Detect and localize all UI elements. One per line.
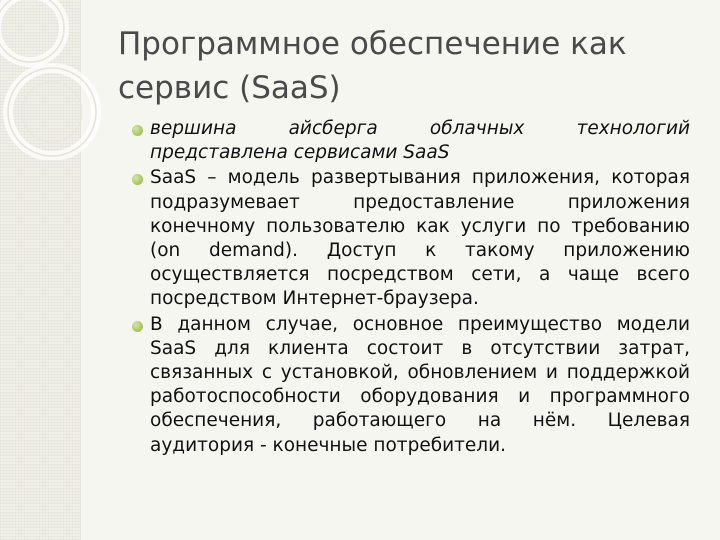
slide-title: Программное обеспечение как сервис (SaaS) [118, 26, 627, 106]
bullet-item [150, 117, 690, 165]
bullet-marker-icon [132, 321, 143, 332]
bullet-text: В данном случае, основное преимущество модели SaaS для клиента состоит в отсутствии затрат, связанных с установкой, обновлением и поддержкой работоспособности оборудования и программного обеспечения, работающего на нём. Целевая аудитория - конечные потребители. [150, 313, 690, 456]
bullet-text: SaaS – модель развертывания приложения, которая подразумевает предоставление приложения конечному пользователю как услуги по требованию (on demand). Доступ к такому приложению осуществляется посредством сети, а чаще всего посредством Интернет-браузера. [150, 167, 690, 310]
bullet-marker-icon [132, 174, 143, 185]
bullet-text: вершина айсберга облачных технологий представлена сервисами SaaS [150, 118, 690, 164]
bullet-item [150, 166, 690, 311]
bullet-item [150, 313, 690, 458]
bullet-marker-icon [132, 125, 143, 136]
bullet-list [150, 117, 690, 459]
